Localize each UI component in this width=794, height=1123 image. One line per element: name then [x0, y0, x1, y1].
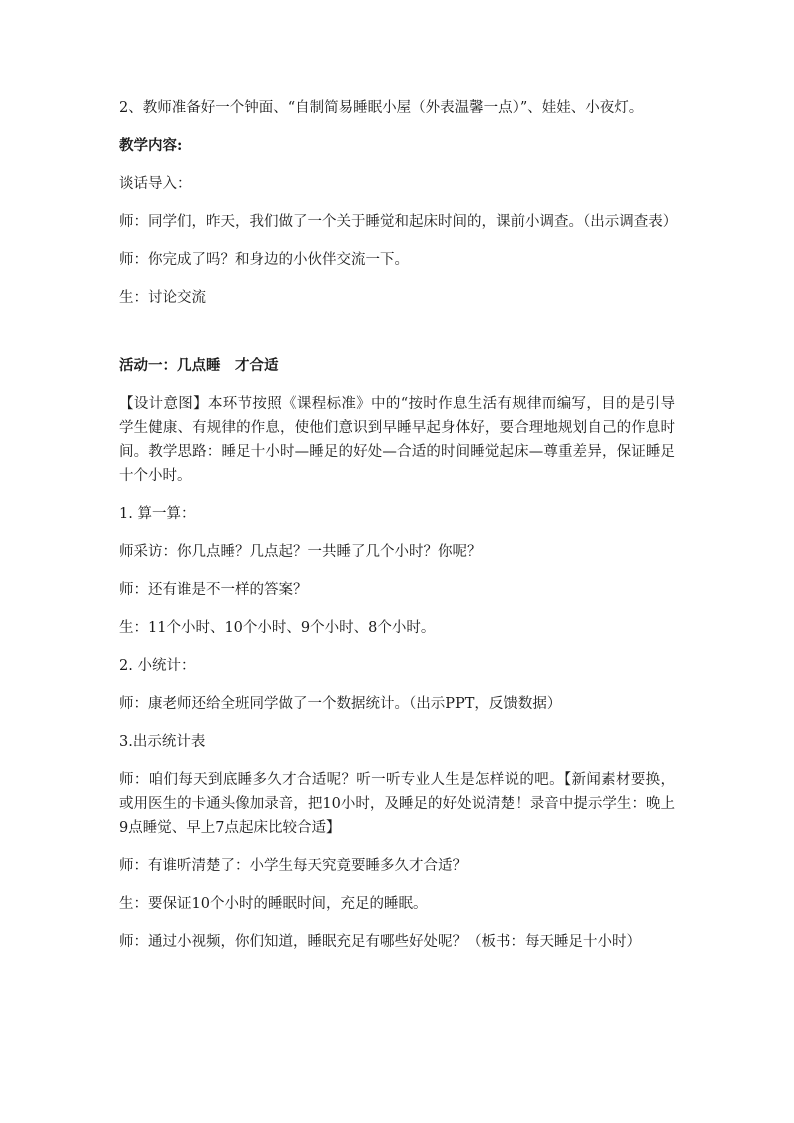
step-1: 1. 算一算：	[119, 506, 196, 522]
intro-label: 谈话导入：	[119, 176, 192, 192]
teacher-line-4: 师：康老师还给全班同学做了一个数据统计。（出示PPT，反馈数据）	[119, 696, 562, 712]
teacher-line-6: 师：有谁听清楚了：小学生每天究竟要睡多久才合适？	[119, 858, 467, 874]
step-3: 3.出示统计表	[119, 734, 206, 750]
student-line-3: 生：要保证10个小时的睡眠时间，充足的睡眠。	[119, 896, 428, 912]
student-line-1: 生：讨论交流	[119, 290, 206, 306]
teacher-line-1: 师：同学们，昨天，我们做了一个关于睡觉和起床时间的，课前小调查。（出示调查表）	[119, 214, 678, 230]
paragraph-spacer	[119, 324, 675, 354]
design-intent: 【设计意图】本环节按照《课程标准》中的“按时作息生活有规律而编写，目的是引导学生健康、有规律的作息，使他们意识到早睡早起身体好，要合理地规划自己的作息时间。教学思路：睡足十小时—睡足的好处—合适的时间睡觉起床—尊重差异，保证睡足十个小时。	[119, 396, 675, 484]
student-line-2: 生：11个小时、10个小时、9个小时、8个小时。	[119, 620, 436, 636]
teacher-line-5: 师：咱们每天到底睡多久才合适呢？听一听专业人生是怎样说的吧。【新闻素材要换，或用医生的卡通头像加录音，把10小时，及睡足的好处说清楚！录音中提示学生：晚上9点睡觉、早上7点起床比较合适】	[119, 772, 675, 836]
activity-1-heading: 活动一：几点睡 才合适	[119, 357, 279, 374]
teaching-content-heading: 教学内容:	[119, 137, 183, 154]
teacher-line-7: 师：通过小视频，你们知道，睡眠充足有哪些好处呢？（板书：每天睡足十小时）	[119, 934, 641, 950]
teacher-interview: 师采访：你几点睡？几点起？一共睡了几个小时？你呢？	[119, 544, 482, 560]
prep-item-2: 2、教师准备好一个钟面、“自制简易睡眠小屋（外表温馨一点）”、娃娃、小夜灯。	[119, 100, 644, 116]
teacher-line-2: 师：你完成了吗？和身边的小伙伴交流一下。	[119, 252, 409, 268]
document-body	[119, 96, 678, 968]
step-2: 2. 小统计：	[119, 658, 196, 674]
teacher-line-3: 师：还有谁是不一样的答案？	[119, 582, 308, 598]
